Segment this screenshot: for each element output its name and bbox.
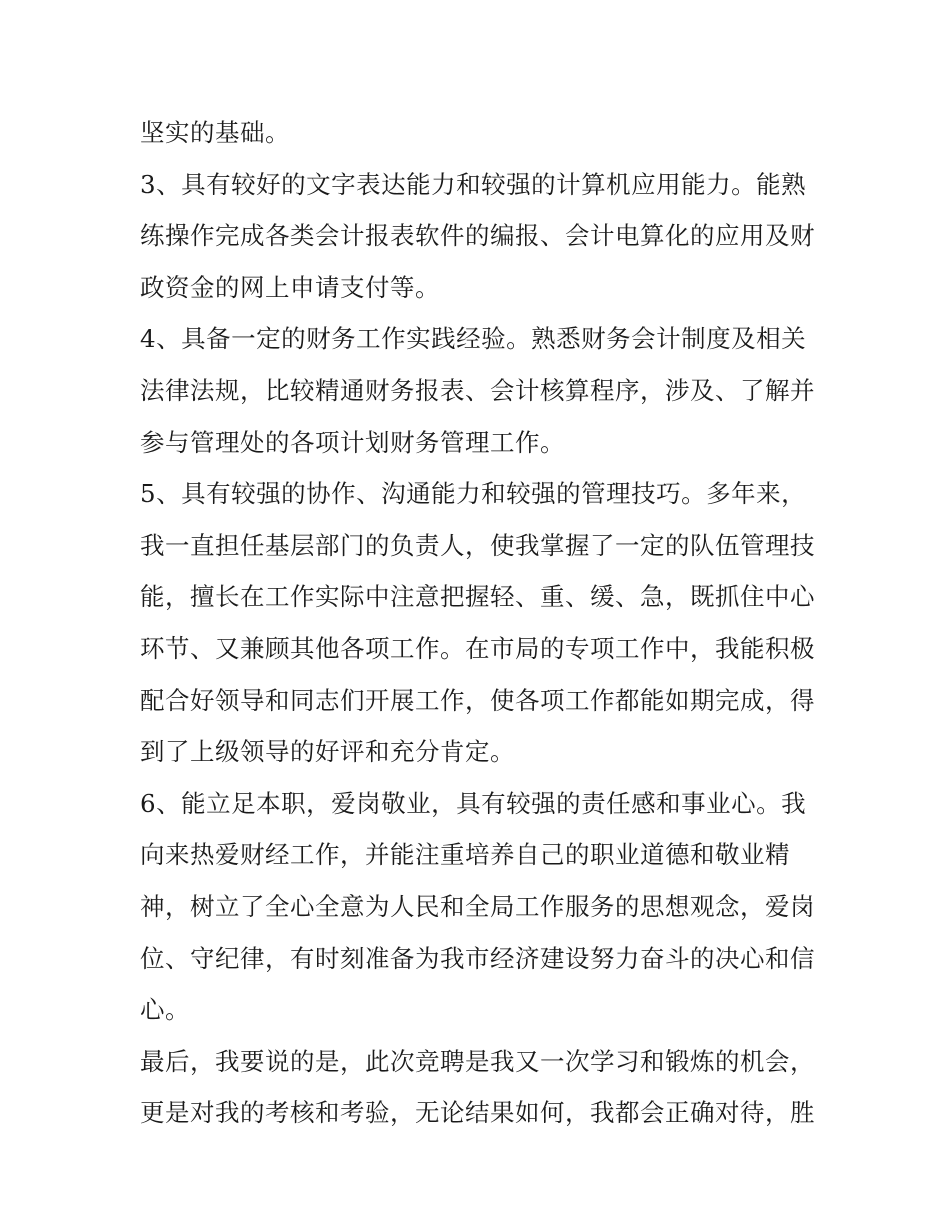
text-line: 配合好领导和同志们开展工作，使各项工作都能如期完成，得 bbox=[140, 685, 815, 715]
document-body bbox=[140, 107, 820, 1139]
text-line: 向来热爱财经工作，并能注重培养自己的职业道德和敬业精 bbox=[140, 840, 790, 870]
text-line: 法律法规，比较精通财务报表、会计核算程序，涉及、了解并 bbox=[140, 375, 815, 405]
text-line: 最后，我要说的是，此次竞聘是我又一次学习和锻炼的机会， bbox=[140, 1046, 815, 1076]
text-line: 更是对我的考核和考验，无论结果如何，我都会正确对待，胜 bbox=[140, 1098, 815, 1128]
text-line: 政资金的网上申请支付等。 bbox=[140, 272, 440, 302]
text-line: 5、具有较强的协作、沟通能力和较强的管理技巧。多年来， bbox=[140, 479, 807, 509]
text-line: 6、能立足本职，爱岗敬业，具有较强的责任感和事业心。我 bbox=[140, 788, 807, 818]
text-line: 练操作完成各类会计报表软件的编报、会计电算化的应用及财 bbox=[140, 221, 815, 251]
text-line: 环节、又兼顾其他各项工作。在市局的专项工作中，我能积极 bbox=[140, 633, 815, 663]
text-line: 我一直担任基层部门的负责人，使我掌握了一定的队伍管理技 bbox=[140, 530, 815, 560]
text-line: 坚实的基础。 bbox=[140, 118, 290, 147]
text-line: 能，擅长在工作实际中注意把握轻、重、缓、急，既抓住中心 bbox=[140, 582, 815, 612]
text-line: 位、守纪律，有时刻准备为我市经济建设努力奋斗的决心和信 bbox=[140, 943, 815, 973]
text-line: 3、具有较好的文字表达能力和较强的计算机应用能力。能熟 bbox=[140, 169, 807, 199]
text-line: 4、具备一定的财务工作实践经验。熟悉财务会计制度及相关 bbox=[140, 324, 807, 354]
text-line: 神，树立了全心全意为人民和全局工作服务的思想观念，爱岗 bbox=[140, 891, 815, 921]
text-line: 心。 bbox=[140, 995, 190, 1025]
text-line: 到了上级领导的好评和充分肯定。 bbox=[140, 737, 515, 767]
text-line: 参与管理处的各项计划财务管理工作。 bbox=[140, 427, 565, 457]
